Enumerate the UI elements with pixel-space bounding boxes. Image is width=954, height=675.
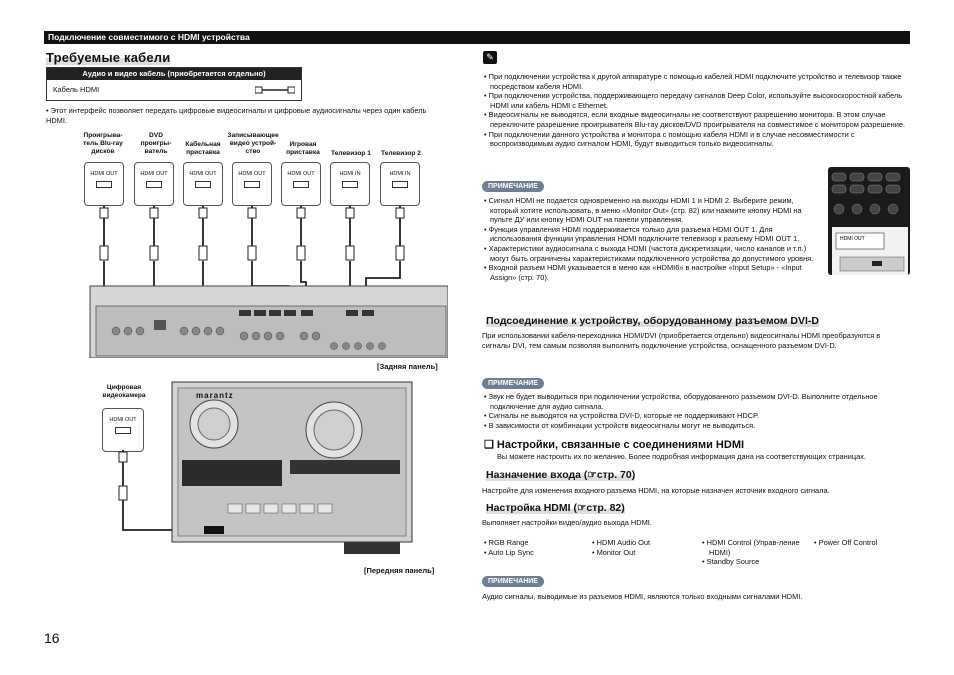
- note-badge: ПРИМЕЧАНИЕ: [482, 181, 544, 192]
- note-item: • Сигналы не выводятся на устройства DVI-D, которые не поддерживают HDCP.: [484, 411, 760, 421]
- option-item: • HDMI Audio Out: [592, 538, 651, 547]
- rear-panel-diagram: [44, 206, 448, 358]
- note2-list: [482, 392, 910, 430]
- cable-table-header: Аудио и видео кабель (приобретается отдельно): [47, 68, 301, 80]
- assign-heading: Назначение входа (☞стр. 70): [486, 469, 636, 481]
- note1-list: [482, 196, 822, 282]
- hdmi-setup-text: Выполняет настройки видео/аудио выхода HDMI.: [482, 518, 652, 527]
- option-item: • RGB Range: [484, 538, 529, 547]
- device-label-dvd: DVD проигры-ватель: [140, 132, 172, 155]
- tips-list: [482, 72, 912, 149]
- device-label-tv1: Телевизор 1: [331, 150, 371, 157]
- port-label: HDMI OUT: [238, 171, 266, 177]
- hdmi-port-icon: [293, 181, 309, 188]
- device-box-tv2: [380, 162, 420, 206]
- hdmi-port-icon: [195, 181, 211, 188]
- port-label: HDMI OUT: [140, 171, 168, 177]
- port-label: HDMI IN: [339, 171, 361, 177]
- option-column-3: [702, 538, 810, 567]
- camera-label: Цифровая видеокамера: [102, 384, 146, 399]
- rear-panel-caption: [Задняя панель]: [377, 362, 438, 371]
- settings-text: Вы можете настроить их по желанию. Более подробная информация дана на соответствующих страницах.: [497, 452, 866, 461]
- note-item: • В зависимости от комбинации устройств видеосигналы могут не выводиться.: [484, 420, 756, 430]
- tip-item: • При подключении устройства к другой аппаратуре с помощью кабелей HDMI подключите устройство и телевизор также посредством кабеля HDMI.: [484, 72, 902, 91]
- option-item: • Power Off Control: [814, 538, 878, 547]
- cable-table-row: [47, 80, 301, 100]
- option-item: • Standby Source: [702, 557, 760, 567]
- port-label: HDMI OUT: [90, 171, 118, 177]
- option-item: • Auto Lip Sync: [484, 547, 534, 557]
- hdmi-port-icon: [244, 181, 260, 188]
- cable-table: [46, 67, 302, 101]
- section-header-bar: Подключение совместимого с HDMI устройства: [44, 31, 910, 44]
- port-label: HDMI OUT: [287, 171, 315, 177]
- note-item: • Функция управления HDMI поддерживается только для разъема HDMI OUT 1. Для использования функции управления HDMI подключите телевизор к разъему HDMI OUT 1.: [484, 224, 800, 244]
- remote-hdmi-out-label: HDMI OUT: [840, 236, 865, 242]
- hdmi-port-icon: [342, 181, 358, 188]
- assign-text: Настройте для изменения входного разъема HDMI, на которые назначен источник входного сигнала.: [482, 486, 830, 495]
- tip-item: • Видеосигналы не выводятся, если входные видеосигналы не соответствуют разрешению монитора. В этом случае переключите разрешение проигрывателя Blu-ray дисков/DVD проигрывателя на совместимое с монитором разрешение.: [484, 110, 906, 129]
- option-column-4: [814, 538, 914, 548]
- device-label-game: Игровая приставка: [286, 141, 320, 156]
- note3-text: Аудио сигналы, выводимые из разъемов HDMI, являются только входными сигналами HDMI.: [482, 592, 803, 601]
- tip-item: • При подключении данного устройства и монитора с помощью кабеля HDMI и в случае несовместимости с воспроизводимым аудио сигналом HDMI, будут выводиться только видеосигналы.: [484, 129, 855, 149]
- note-badge: ПРИМЕЧАНИЕ: [482, 576, 544, 587]
- intro-note: • Этот интерфейс позволяет передать цифровые видеосигналы и цифровые аудиосигналы через один кабель HDMI.: [46, 106, 427, 125]
- settings-heading: ❑ Настройки, связанные с соединениями HDMI: [484, 439, 745, 451]
- brand-logo: marantz: [196, 391, 234, 400]
- hdmi-cable-icon: [255, 86, 295, 94]
- note-item: • Сигнал HDMI не подается одновременно на выходы HDMI 1 и HDMI 2. Выберите режим, который хотите использовать, в меню «Monitor Out» (стр. 82) или нажмите кнопку HDMI на пульте ДУ или кнопку HDMI OUT на панели управления.: [484, 196, 802, 225]
- note-item: • Входной разъем HDMI указывается в меню как «HDMI6» в настройке «Input Setup» - «Input Assign» (стр. 70).: [484, 263, 802, 282]
- device-box-game: [281, 162, 321, 206]
- hdmi-port-icon: [146, 181, 162, 188]
- camera-box: [102, 408, 144, 452]
- device-label-bluray: Проигрыва-тель Blu-ray дисков: [83, 132, 123, 155]
- device-label-recorder: Записывающее видео устрой-ство: [227, 132, 279, 155]
- option-column-2: [592, 538, 697, 557]
- port-label: HDMI OUT: [189, 171, 217, 177]
- front-panel-diagram: [168, 380, 416, 560]
- hdmi-port-icon: [96, 181, 112, 188]
- page-number: 16: [44, 630, 60, 646]
- note-badge: ПРИМЕЧАНИЕ: [482, 378, 544, 389]
- device-box-recorder: [232, 162, 272, 206]
- port-label: HDMI IN: [389, 171, 411, 177]
- device-label-tv2: Телевизор 2: [381, 150, 421, 157]
- device-label-cable-box: Кабельная приставка: [185, 141, 221, 156]
- device-box-cable: [183, 162, 223, 206]
- note-item: • Характеристики аудиосигнала с выхода HDMI (частота дискретизации, число каналов и т.п.) могут быть ограничены характеристиками подключенного устройства до допустимого уровня.: [484, 243, 814, 263]
- option-item: • Monitor Out: [592, 547, 636, 557]
- hdmi-port-icon: [392, 181, 408, 188]
- dvi-heading: Подсоединение к устройству, оборудованному разъемом DVI-D: [486, 315, 819, 327]
- device-box-bluray: [84, 162, 124, 206]
- required-cables-heading: Требуемые кабели: [46, 50, 171, 65]
- option-column-1: [484, 538, 584, 557]
- hdmi-port-icon: [115, 427, 131, 434]
- dvi-text: При использовании кабеля-переходника HDMI/DVI (приобретается отдельно) видеосигналы HDMI преобразуются в сигналы DVI, тем самым позволяя выполнить подключение устройства, оснащенного разъемом DVI-D.: [482, 331, 881, 350]
- device-box-tv1: [330, 162, 370, 206]
- remote-control-image: [828, 167, 910, 275]
- port-label: HDMI OUT: [109, 417, 137, 423]
- device-box-dvd: [134, 162, 174, 206]
- cable-name: Кабель HDMI: [53, 85, 100, 94]
- wrench-icon: ✎: [483, 51, 497, 64]
- tip-item: • При подключении устройства, поддерживающего передачу сигналов Deep Color, используйте высокоскоростной кабель HDMI или кабель HDMI с Ethernet.: [484, 91, 903, 110]
- note-item: • Звук не будет выводиться при подключении устройства, оборудованного разъемом DVI-D. Выполните отдельное подключение для аудио сигнала.: [484, 392, 878, 411]
- front-panel-caption: [Передняя панель]: [364, 566, 435, 575]
- option-item: • HDMI Control (Управ-ление HDMI): [702, 538, 800, 557]
- hdmi-setup-heading: Настройка HDMI (☞стр. 82): [486, 502, 625, 514]
